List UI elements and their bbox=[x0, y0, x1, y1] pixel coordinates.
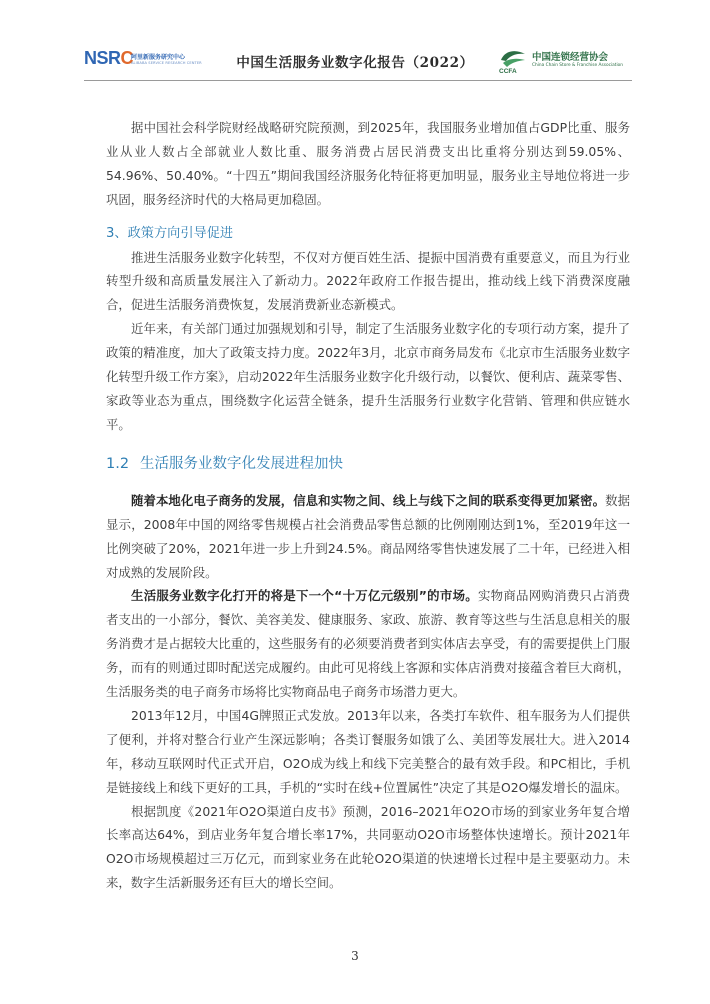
policy-paragraph-1: 推进生活服务业数字化转型，不仅对方便百姓生活、提振中国消费有重要意义，而且为行业转型升级和高质量发展注入了新动力。2022年政府工作报告提出，推动线上线下消费深度融合，促进生活服务消费恢复，发展消费新业态新模式。 bbox=[106, 249, 630, 313]
paragraph-lead: 生活服务业数字化打开的将是下一个“十万亿元级别”的市场。 bbox=[131, 588, 478, 604]
nsrc-logo-accent-letter: C bbox=[120, 48, 134, 68]
main-content bbox=[106, 116, 630, 895]
policy-paragraph-2: 近年来，有关部门通过加强规划和引导，制定了生活服务业数字化的专项行动方案，提升了政策的精准度，加大了政策支持力度。2022年3月，北京市商务局发布《北京市生活服务业数字化转型升级工作方案》，启动2022年生活服务业数字化升级行动，以餐饮、便利店、蔬菜零售、家政等业态为重点，围绕数字化运营全链条，提升生活服务行业数字化营销、管理和供应链水平。 bbox=[106, 321, 630, 432]
page-number: 3 bbox=[351, 949, 359, 963]
ccfa-logo bbox=[498, 46, 628, 76]
section-paragraph-3 bbox=[106, 704, 630, 800]
section-heading bbox=[106, 451, 630, 477]
report-title: 中国生活服务业数字化报告（2022） bbox=[236, 55, 474, 71]
intro-paragraph: 据中国社会科学院财经战略研究院预测，到2025年，我国服务业增加值占GDP比重、服务业从业人数占全部就业人数比重、服务消费占居民消费支出比重将分别达到59.05%、54.96%、50.40%。“十四五”期间我国经济服务化特征将更加明显，服务业主导地位将进一步巩固，服务经济时代的大格局更加稳固。 bbox=[106, 120, 630, 207]
ccfa-emblem-icon bbox=[498, 46, 528, 74]
section-paragraph-4 bbox=[106, 800, 630, 896]
ccfa-name-en: China Chain Store & Franchise Association bbox=[532, 63, 623, 68]
nsrc-logo-name-en: ALIBABA SERVICE RESEARCH CENTER bbox=[131, 61, 202, 65]
paragraph-lead: 随着本地化电子商务的发展，信息和实物之间、线上与线下之间的联系变得更加紧密。 bbox=[131, 492, 606, 508]
paragraph-text: 2013年12月，中国4G牌照正式发放。2013年以来，各类打车软件、租车服务为人们提供了便利，并将对整合行业产生深远影响；各类订餐服务如饿了么、美团等发展壮大。进入2014年，移动互联网时代正式开启，O2O成为线上和线下完美整合的最有效手段。和PC相比，手机是链接线上和线下更好的工具，手机的“实时在线+位置属性”决定了其是O2O爆发增长的温床。 bbox=[106, 707, 630, 795]
section-number: 1.2 bbox=[106, 455, 130, 472]
page-header bbox=[0, 0, 710, 80]
paragraph-text: 实物商品网购消费只占消费者支出的一小部分，餐饮、美容美发、健康服务、家政、旅游、教育等这些与生活息息相关的服务消费才是占据较大比重的，这些服务有的必须要消费者到实体店去享受，有的需要提供上门服务，而有的则通过即时配送完成履约。由此可见将线上客源和实体店消费对接蕴含着巨大商机，生活服务类的电子商务市场将比实物商品电子商务市场潜力更大。 bbox=[106, 588, 631, 700]
header-divider bbox=[84, 80, 632, 81]
nsrc-logo-letters: NSR bbox=[84, 48, 121, 68]
section-paragraph-1 bbox=[106, 489, 630, 585]
paragraph-text: 根据凯度《2021年O2O渠道白皮书》预测，2016–2021年O2O市场的到家业务年复合增长率高达64%，到店业务年复合增长率17%，共同驱动O2O市场整体快速增长。预计2021年O2O市场规模超过三万亿元，而到家业务在此轮O2O渠道的快速增长过程中是主要驱动力。未来，数字生活新服务还有巨大的增长空间。 bbox=[106, 803, 630, 891]
section-title: 生活服务业数字化发展进程加快 bbox=[140, 455, 343, 472]
paragraph-text: 数据显示，2008年中国的网络零售规模占社会消费品零售总额的比例刚刚达到1%，至2019年这一比例突破了20%，2021年进一步上升到24.5%。商品网络零售快速发展了二十年，已经进入相对成熟的发展阶段。 bbox=[106, 492, 631, 580]
ccfa-name-cn: 中国连锁经营协会 bbox=[532, 52, 609, 63]
ccfa-abbr: CCFA bbox=[499, 68, 517, 74]
subheading-policy: 3、政策方向引导促进 bbox=[106, 225, 234, 241]
section-paragraph-2 bbox=[106, 584, 630, 704]
nsrc-logo-name-cn: 阿里新服务研究中心 bbox=[131, 54, 186, 61]
